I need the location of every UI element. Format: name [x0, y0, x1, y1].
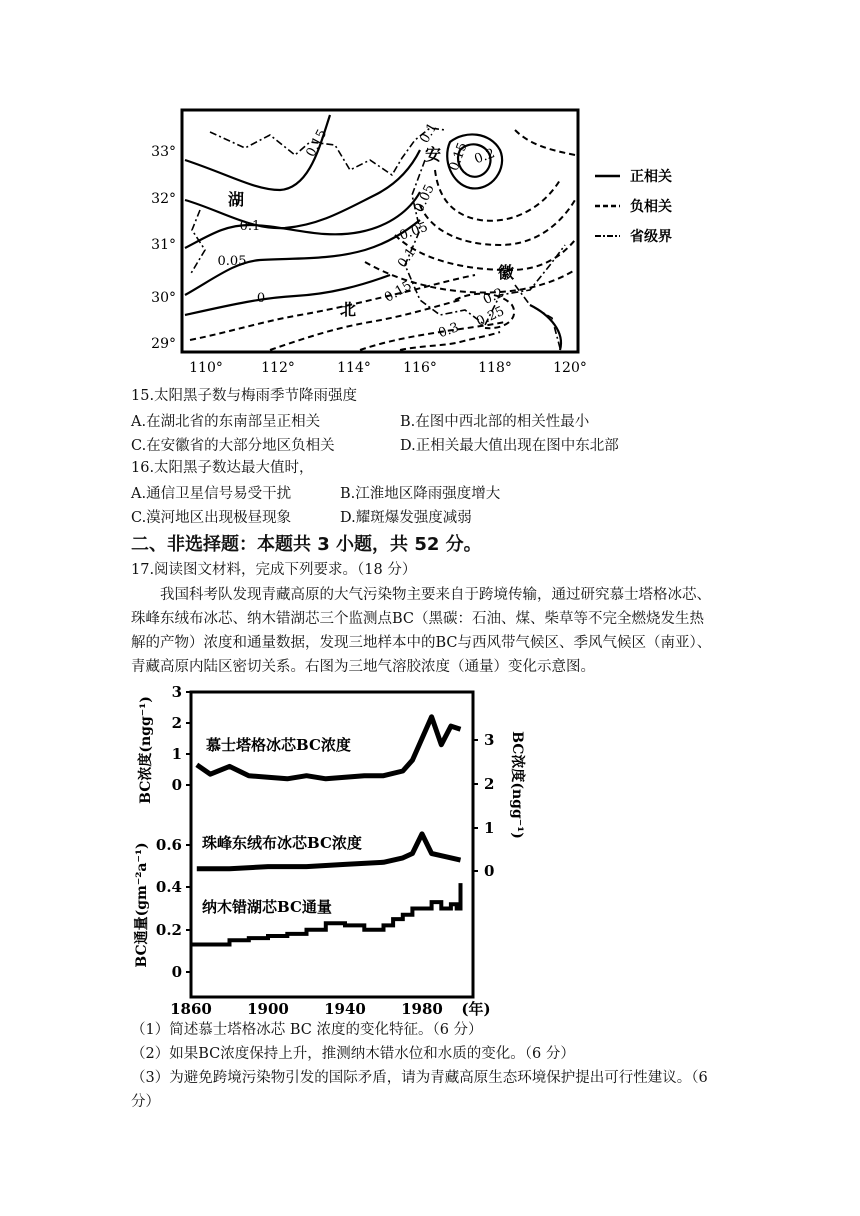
tick-label: 1 — [171, 745, 182, 763]
q16-option-a: A.通信卫星信号易受干扰 — [131, 486, 292, 502]
q17-material-line: 珠峰东绒布冰芯、纳木错湖芯三个监测点BC（黑碳：石油、煤、柴草等不完全燃烧发生热 — [131, 611, 705, 627]
series-label-muztagh: 慕士塔格冰芯BC浓度 — [206, 736, 351, 754]
lon-label: 120° — [553, 360, 587, 376]
q16-option-c: C.漠河地区出现极昼现象 — [131, 510, 292, 526]
q17-sub2: （2）如果BC浓度保持上升，推测纳木错水位和水质的变化。（6 分） — [131, 1046, 575, 1062]
q17-sub3-cont: 分） — [131, 1094, 160, 1110]
x-tick-label: 1980 — [401, 1000, 443, 1018]
right-axis — [473, 731, 526, 880]
contour-label: 0.05 — [217, 254, 247, 269]
tick-label: 1 — [484, 819, 495, 837]
region-label-hu: 湖 — [228, 190, 245, 209]
lat-label: 30° — [151, 290, 176, 306]
q17-material-line: 我国科考队发现青藏高原的大气污染物主要来自于跨境传输，通过研究慕士塔格冰芯、 — [160, 587, 711, 603]
correlation-map — [120, 100, 720, 385]
q15-option-b: B.在图中西北部的相关性最小 — [400, 414, 590, 430]
tick-label: 2 — [171, 714, 182, 732]
q17-material-line: 青藏高原内陆区密切关系。右图为三地气溶胶浓度（通量）变化示意图。 — [131, 659, 595, 675]
contour-label: 0.2 — [472, 146, 498, 168]
q17-material — [131, 583, 751, 679]
left-axis-bottom — [133, 836, 191, 981]
left-axis-bottom-label: BC通量(gm⁻²a⁻¹) — [134, 842, 150, 968]
contour-label: 0.15 — [303, 127, 331, 160]
tick-label: 0.4 — [155, 878, 182, 896]
lon-label: 114° — [337, 360, 371, 376]
region-label-bei: 北 — [340, 300, 357, 319]
lon-label: 116° — [403, 360, 437, 376]
q15-stem: 15.太阳黑子数与梅雨季节降雨强度 — [131, 388, 358, 404]
contour-label: 0.1 — [239, 219, 261, 234]
x-unit-label: (年) — [461, 1000, 491, 1018]
tick-label: 0 — [171, 963, 182, 981]
region-label-an: 安 — [425, 145, 442, 164]
contour-label: 0 — [256, 291, 266, 306]
lat-label: 32° — [151, 191, 176, 207]
contour-label: 0.05 — [411, 182, 438, 215]
region-label-hui: 徽 — [498, 263, 515, 282]
tick-label: 2 — [484, 775, 495, 793]
lon-label: 118° — [478, 360, 512, 376]
lat-label: 29° — [151, 336, 176, 352]
bc-chart — [128, 680, 548, 1020]
q15-option-a: A.在湖北省的东南部呈正相关 — [131, 414, 321, 430]
q15-option-c: C.在安徽省的大部分地区负相关 — [131, 438, 335, 454]
x-axis — [170, 1000, 490, 1018]
x-tick-label: 1900 — [247, 1000, 289, 1018]
series-label-everest: 珠峰东绒布冰芯BC浓度 — [202, 834, 362, 852]
q17-sub3: （3）为避免跨境污染物引发的国际矛盾，请为青藏高原生态环境保护提出可行性建议。（6 — [131, 1070, 708, 1086]
q17-stem: 17.阅读图文材料，完成下列要求。（18 分） — [131, 562, 417, 578]
q16-stem: 16.太阳黑子数达最大值时， — [131, 460, 314, 476]
q17-sub1: （1）简述慕士塔格冰芯 BC 浓度的变化特征。（6 分） — [131, 1022, 483, 1038]
q15-option-d: D.正相关最大值出现在图中东北部 — [400, 438, 619, 454]
lon-label: 112° — [261, 360, 295, 376]
lat-label: 33° — [151, 144, 176, 160]
lat-label: 31° — [151, 237, 176, 253]
tick-label: 0 — [484, 862, 495, 880]
series-label-namco: 纳木错湖芯BC通量 — [202, 898, 332, 916]
contour-label: 0.15 — [446, 140, 471, 173]
contour-label: 0.05 — [397, 219, 430, 244]
tick-label: 3 — [484, 731, 495, 749]
tick-label: 0.2 — [155, 921, 182, 939]
q16-option-d: D.耀斑爆发强度减弱 — [340, 510, 472, 526]
contour-label: 0.15 — [381, 278, 415, 306]
contour-label: 0.3 — [436, 320, 462, 342]
contour-label: 0.2 — [480, 285, 507, 308]
x-tick-label: 1940 — [324, 1000, 366, 1018]
legend-boundary-label: 省级界 — [630, 229, 672, 245]
lon-label: 110° — [189, 360, 223, 376]
legend-negative-label: 负相关 — [630, 199, 672, 215]
contour-label: 0.25 — [474, 303, 507, 330]
tick-label: 3 — [171, 683, 182, 701]
q17-material-line: 解的产物）浓度和通量数据，发现三地样本中的BC与西风带气候区、季风气候区（南亚）、 — [131, 635, 712, 651]
x-tick-label: 1860 — [170, 1000, 212, 1018]
tick-label: 0.6 — [155, 836, 182, 854]
legend-positive-label: 正相关 — [630, 169, 672, 185]
section-heading: 二、非选择题：本题共 3 小题，共 52 分。 — [131, 534, 482, 555]
tick-label: 0 — [171, 776, 182, 794]
q16-option-b: B.江淮地区降雨强度增大 — [340, 486, 501, 502]
right-axis-label: BC浓度(ngg⁻¹) — [509, 731, 525, 839]
left-axis-top — [137, 683, 191, 804]
contour-label: 0.1 — [395, 245, 420, 271]
left-axis-top-label: BC浓度(ngg⁻¹) — [138, 696, 154, 804]
contour-label: 0.1 — [417, 120, 441, 146]
